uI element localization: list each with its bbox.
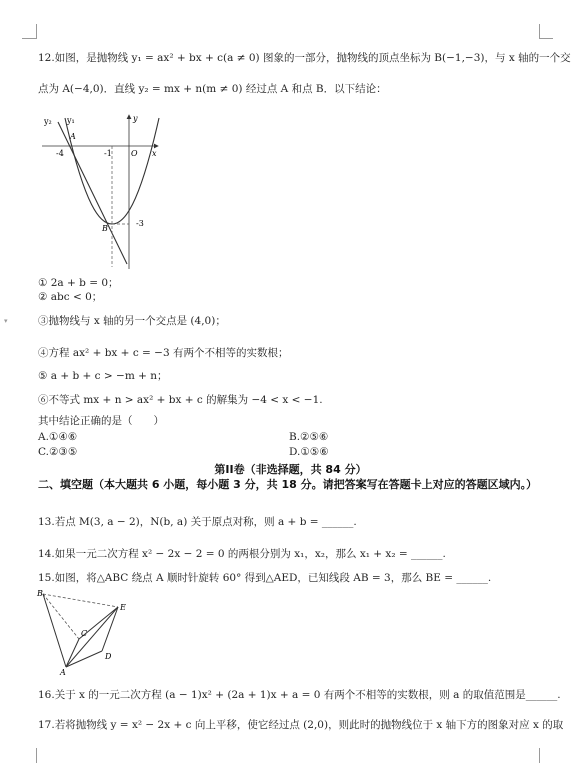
q17-text: 17.若将抛物线 y = x² − 2x + c 向上平移，使它经过点 (2,0)，则此时的抛物线位于 x 轴下方的图象对应 x 的取 — [38, 719, 564, 731]
q13-text: 13.若点 M(3, a − 2)，N(b, a) 关于原点对称，则 a + b = ______. — [38, 516, 357, 528]
label-y: y — [133, 114, 138, 123]
part-two-title: 第II卷（非选择题，共 84 分） — [214, 463, 367, 476]
q12-parabola-figure — [40, 112, 170, 270]
label-E: E — [120, 603, 126, 612]
crop-mark-top-left-h — [22, 38, 36, 39]
q12-line-1: 12.如图，是抛物线 y₁ = ax² + bx + c(a ≠ 0) 图象的一部分，抛物线的顶点坐标为 B(−1,−3)，与 x 轴的一个交 — [38, 52, 571, 64]
segment-BC — [43, 594, 79, 639]
crop-mark-top-left-v — [36, 24, 37, 39]
q12-option-a: A.①④⑥ — [38, 431, 78, 443]
label-B: B — [102, 224, 108, 233]
segment-BE — [43, 594, 118, 607]
q15-text: 15.如图，将△ABC 绕点 A 顺时针旋转 60° 得到△AED，已知线段 AB = 3，那么 BE = ______. — [38, 572, 492, 584]
label-y2: y₂ — [44, 117, 52, 126]
segment-AD — [66, 651, 102, 667]
q12-option-b: B.②⑤⑥ — [289, 431, 329, 443]
label-neg1: -1 — [104, 149, 112, 158]
fill-in-section-heading: 二、填空题（本大题共 6 小题，每小题 3 分，共 18 分。请把答案写在答题卡上对应的答题区域内。） — [38, 478, 538, 491]
label-D: D — [105, 652, 112, 661]
q12-conclusion-2: ② abc < 0； — [38, 291, 103, 303]
label-x: x — [152, 149, 157, 158]
q12-conclusion-5: ⑤ a + b + c > −m + n； — [38, 370, 168, 382]
q16-text: 16.关于 x 的一元二次方程 (a − 1)x² + (2a + 1)x + a = 0 有两个不相等的实数根，则 a 的取值范围是______. — [38, 689, 561, 701]
q12-conclusion-3: ③抛物线与 x 轴的另一个交点是 (4,0)； — [38, 315, 226, 327]
q15-rotation-figure — [36, 587, 136, 677]
label-neg4: -4 — [56, 149, 64, 158]
q12-option-c: C.②③⑤ — [38, 446, 78, 458]
crop-mark-top-right-v — [539, 24, 540, 39]
q12-conclusion-4: ④方程 ax² + bx + c = −3 有两个不相等的实数根； — [38, 347, 289, 359]
q12-conclusion-6: ⑥不等式 mx + n > ax² + bx + c 的解集为 −4 < x < −1. — [38, 394, 323, 406]
segment-AC — [66, 639, 79, 667]
label-y1: y₁ — [67, 116, 75, 125]
segment-AB — [43, 594, 66, 667]
q12-prompt: 其中结论正确的是（ ） — [38, 415, 164, 427]
label-C: C — [81, 629, 88, 638]
crop-mark-top-right-h — [539, 38, 553, 39]
q12-conclusion-1: ① 2a + b = 0； — [38, 277, 119, 289]
line-y2 — [58, 122, 127, 264]
label-A: A — [70, 132, 76, 141]
q12-option-d: D.①⑤⑥ — [289, 446, 329, 458]
crop-mark-bottom-left-v — [36, 748, 37, 763]
crop-mark-bottom-right-v — [539, 748, 540, 763]
label-neg3: -3 — [136, 219, 144, 228]
q12-line-2: 点为 A(−4,0)．直线 y₂ = mx + n(m ≠ 0) 经过点 A 和点 B．以下结论： — [38, 83, 387, 95]
label-B: B — [37, 589, 43, 598]
label-A: A — [60, 668, 66, 677]
label-O: O — [131, 149, 138, 158]
q14-text: 14.如果一元二次方程 x² − 2x − 2 = 0 的两根分别为 x₁，x₂，那么 x₁ + x₂ = ______. — [38, 548, 446, 560]
margin-marker: ▾ — [4, 317, 8, 325]
